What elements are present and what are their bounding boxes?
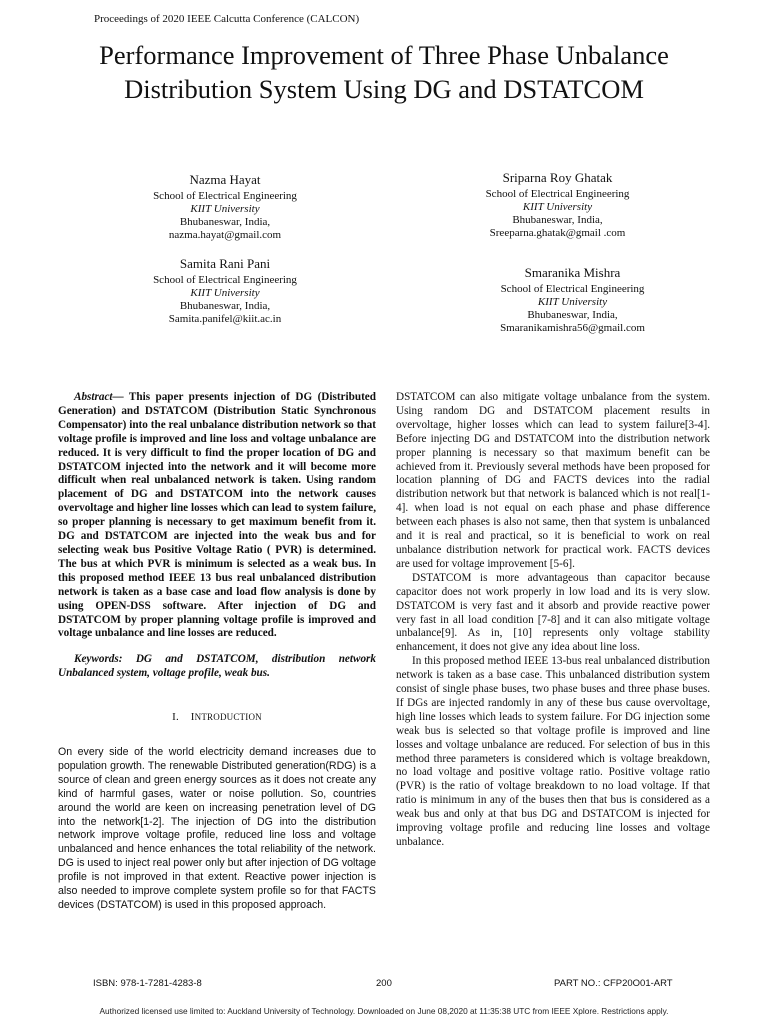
abstract-text: This paper presents injection of DG (Distributed Generation) and DSTATCOM (Distribution Static Synchronous Compensator) into the real unbalance distribution network so that voltage profile is improved and line loss and voltage unbalance are reduced. It is very difficult to find the proper location of DG and DSTATCOM injected into the network and it will become more difficult when real unbalanced network is taken. Using random placement of DG and DSTATCOM into the network causes overvoltage and higher line losses which can lead to system failure, so proper planning is necessary to get maximum benefit from it. DG and DSTATCOM are injected into the weak bus and for selecting weak bus Positive Voltage Ratio ( PVR) is determined. The bus at which PVR is minimum is selected as a weak bus. In this proposed method IEEE 13 bus real unbalanced distribution network is taken as a base case and load flow analysis is done by using OPEN-DSS software. After injection of DG and DSTATCOM by proper planning voltage profile is improved and voltage unbalance and line losses are reduced. <box>58 391 376 640</box>
author-institution: School of Electrical Engineering <box>485 188 630 200</box>
author-university: KIIT University <box>522 201 593 213</box>
footer-part-number: PART NO.: CFP20O01-ART <box>554 978 673 989</box>
right-paragraph-3: In this proposed method IEEE 13-bus real unbalanced distribution network is taken as a base case. This unbalanced distribution system consist of single phase buses, two phase buses and three phase buses. If DGs are injected randomly in any of these bus cause overvoltage, high line losses which leads to system failure. For DG injection some weak bus is selected so that voltage profile is improved and line losses and voltage unbalance are reduced. For selection of bus in this method three parameters is considered which is voltage breakdown, no load voltage and positive voltage ratio. Positive voltage ratio (PVR) is the ratio of voltage breakdown to no load voltage. If that ratio is minimum in any of the buses then that bus is considered as a weak bus and only at that bus DG and DSTATCOM is injected for improving voltage profile and reducing line losses and voltage unbalance. <box>396 655 710 848</box>
paper-title: Performance Improvement of Three Phase Unbalance Distribution System Using DG and DSTATCOM <box>99 40 669 104</box>
author-university: KIIT University <box>537 296 608 308</box>
author-name: Sriparna Roy Ghatak <box>502 170 613 185</box>
right-paragraph-1: DSTATCOM can also mitigate voltage unbalance from the system. Using random DG and DSTATCOM placement results in overvoltage, higher losses which can lead to system failure[3-4]. Before injecting DG and DSTATCOM into the distribution network proper planning is necessary so that maximum benefit can be achieved from it. Previously several methods have been proposed for location planning of DG and FACTS devices into the radial distribution network but that network is balanced which is not real[1-4]. when load is not equal on each phase and phase difference between each phases is also not same, then that system is unbalanced and it is real and practical, so it is beneficial to work on real unbalance distribution network for practical work. FACTS devices are used for voltage improvement [5-6]. <box>396 391 710 570</box>
license-notice: Authorized licensed use limited to: Auckland University of Technology. Downloaded on June 08,2020 at 11:35:38 UTC from IEEE Xplore. Restrictions apply. <box>99 1006 669 1016</box>
author-email: Smaranikamishra56@gmail.com <box>500 322 645 334</box>
author-location: Bhubaneswar, India, <box>179 216 271 228</box>
author-institution: School of Electrical Engineering <box>153 190 297 202</box>
author-name: Samita Rani Pani <box>179 256 271 271</box>
author-email: nazma.hayat@gmail.com <box>168 229 282 241</box>
author-email: Sreeparna.ghatak@gmail .com <box>489 227 626 239</box>
section-number: I. <box>172 711 179 724</box>
right-paragraph-2: DSTATCOM is more advantageous than capacitor because capacitor does not work properly in low load and its is very slow. DSTATCOM is very fast and it absorb and provide reactive power very fast in all load condition [7-8] and it can also mitigate voltage unbalance[9]. As in, [10] represents only voltage stability enhancement, it does not give any idea about line loss. <box>396 571 710 654</box>
author-location: Bhubaneswar, India, <box>527 309 618 321</box>
author-institution: School of Electrical Engineering <box>500 283 645 295</box>
section-heading <box>58 711 376 725</box>
abstract <box>58 391 376 641</box>
author-name: Nazma Hayat <box>189 172 261 187</box>
author-name: Smaranika Mishra <box>524 265 621 280</box>
author-email: Samita.panifel@kiit.ac.in <box>168 313 282 325</box>
author-university: KIIT University <box>190 203 260 215</box>
author-block-1 <box>130 172 320 242</box>
author-location: Bhubaneswar, India, <box>512 214 603 226</box>
proceedings-header: Proceedings of 2020 IEEE Calcutta Conference (CALCON) <box>94 13 360 25</box>
section-first-letter: I <box>190 711 195 724</box>
section-title-rest: NTRODUCTION <box>194 712 262 723</box>
author-block-2 <box>470 170 645 240</box>
footer-page-number: 200 <box>376 978 392 989</box>
author-university: KIIT University <box>190 287 260 299</box>
keywords: Keywords: DG and DSTATCOM, distribution network Unbalanced system, voltage profile, weak bus. <box>58 653 376 680</box>
author-block-3 <box>130 256 320 326</box>
footer-isbn: ISBN: 978-1-7281-4283-8 <box>93 978 202 989</box>
author-block-4 <box>470 265 675 335</box>
right-column <box>396 391 710 850</box>
intro-paragraph: On every side of the world electricity demand increases due to population growth. The renewable Distributed generation(RDG) is a source of clean and green energy sources as it does not create any kind of harmful gases, water or noise pollution. So, countries around the world are keen on increasing penetration level of DG into the network[1-2]. The injection of DG into the distribution network improve voltage profile, reduced line loss and voltage unbalanced and hence enhances the total reliability of the network. DG is used to inject real power only but after injection of DG voltage profile is not improved in that extent. Reactive power injection is also needed to improve complete system profile so for that FACTS devices (DSTATCOM) is used in this proposed approach. <box>58 746 376 911</box>
author-location: Bhubaneswar, India, <box>179 300 271 312</box>
left-column <box>58 391 376 913</box>
abstract-label: Abstract— <box>74 391 124 403</box>
author-institution: School of Electrical Engineering <box>153 274 297 286</box>
